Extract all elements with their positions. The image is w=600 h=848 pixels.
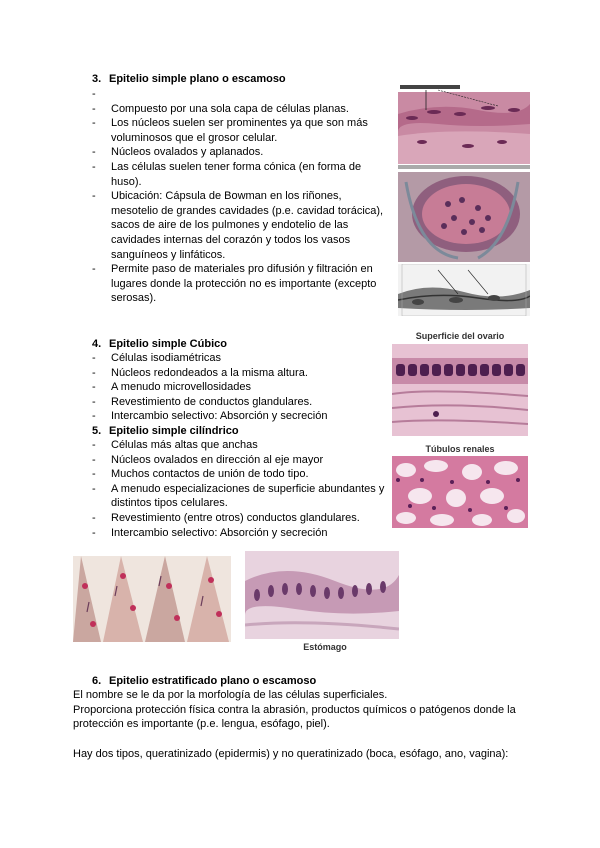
section-4	[92, 337, 392, 351]
section-5-number: 5.	[92, 425, 102, 437]
section-3-title: Epitelio simple plano o escamoso	[109, 73, 286, 85]
section-3-list	[92, 87, 388, 306]
section-3-number: 3.	[92, 73, 102, 85]
list-item: - Ubicación: Cápsula de Bowman en los riñones, mesotelio de grandes cavidades (p.e. cavidad torácica), sacos de aire de los pulmones y endotelio de las cavidades internas del corazón y todos los vasos sanguíneos y linfáticos.	[92, 189, 388, 262]
list-item: - Los núcleos suelen ser prominentes ya que son más voluminosos que el grosor celular.	[92, 116, 388, 145]
list-item: - Compuesto por una sola capa de células planas.	[92, 102, 388, 117]
caption-estomago: Estómago	[303, 642, 347, 652]
list-item: - Permite paso de materiales pro difusión y filtración en lugares donde la protección no es importante (excepto serosas).	[92, 262, 388, 306]
section-4-list	[92, 351, 392, 424]
list-item: - Intercambio selectivo: Absorción y secreción	[92, 526, 388, 541]
micrograph-intestinal-villi	[73, 556, 231, 642]
section-5-list	[92, 438, 388, 540]
list-item: - Núcleos ovalados en dirección al eje mayor	[92, 453, 388, 468]
list-item: - Revestimiento de conductos glandulares.	[92, 395, 392, 410]
list-item: - Núcleos ovalados y aplanados.	[92, 145, 388, 160]
paragraph: El nombre se le da por la morfología de las células superficiales.	[73, 689, 388, 701]
list-item: - Muchos contactos de unión de todo tipo.	[92, 467, 388, 482]
list-item	[92, 87, 388, 102]
section-4-number: 4.	[92, 338, 102, 350]
section-3-heading	[92, 72, 392, 86]
list-item: - Intercambio selectivo: Absorción y secreción	[92, 409, 392, 424]
micrograph-stomach	[245, 551, 399, 639]
list-item: - Revestimiento (entre otros) conductos glandulares.	[92, 511, 388, 526]
section-6-number: 6.	[92, 675, 102, 687]
list-item: - Células isodiamétricas	[92, 351, 392, 366]
section-6-heading	[92, 674, 492, 688]
list-item: - Células más altas que anchas	[92, 438, 388, 453]
micrograph-renal-tubules	[392, 456, 528, 528]
section-6-title: Epitelio estratificado plano o escamoso	[109, 675, 317, 687]
caption-ovario: Superficie del ovario	[415, 331, 505, 341]
section-5	[92, 424, 392, 438]
paragraph: Hay dos tipos, queratinizado (epidermis) y no queratinizado (boca, esófago, ano, vagina):	[73, 747, 509, 760]
micrograph-endothelium	[398, 264, 530, 316]
section-5-heading	[92, 424, 392, 438]
micrograph-ovary-surface	[392, 344, 528, 436]
section-6-body	[73, 688, 533, 761]
caption-renales: Túbulos renales	[425, 444, 495, 454]
section-5-title: Epitelio simple cilíndrico	[109, 425, 239, 437]
list-item: - A menudo especializaciones de superficie abundantes y distintos tipos celulares.	[92, 482, 388, 511]
section-3	[92, 72, 392, 86]
section-6	[92, 674, 492, 688]
section-4-heading	[92, 337, 392, 351]
paragraph: Proporciona protección física contra la abrasión, productos químicos o patógenos donde la protección es importante (p.e. lengua, esófago, piel).	[73, 703, 516, 731]
list-item: - Núcleos redondeados a la misma altura.	[92, 366, 392, 381]
micrograph-bowman-capsule	[398, 172, 530, 262]
list-item: - Las células suelen tener forma cónica (en forma de huso).	[92, 160, 388, 189]
micrograph-squamous	[398, 84, 530, 170]
section-4-title: Epitelio simple Cúbico	[109, 338, 227, 350]
list-item: - A menudo microvellosidades	[92, 380, 392, 395]
